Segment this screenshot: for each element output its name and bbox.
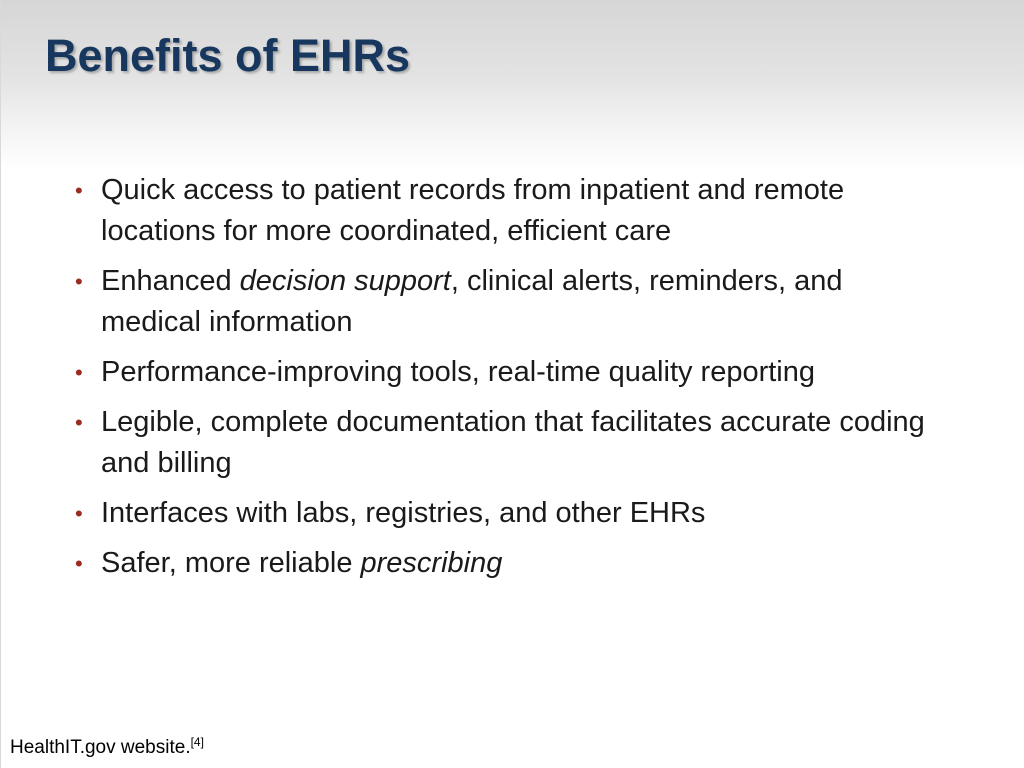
citation-text: HealthIT.gov website. xyxy=(10,737,191,758)
bullet-marker: • xyxy=(75,410,83,435)
slide-title: Benefits of EHRs xyxy=(45,30,411,81)
bullet-text: , clinical alerts, reminders, and medical information xyxy=(101,265,843,338)
bullet-list xyxy=(73,170,943,593)
bullet-text: Quick access to patient records from inpatient and remote locations for more coordinated, efficient care xyxy=(101,174,845,247)
bullet-text: Interfaces with labs, registries, and other EHRs xyxy=(101,497,706,529)
bullet-item xyxy=(73,493,943,534)
title-band xyxy=(1,0,1024,170)
citation xyxy=(10,737,204,759)
bullet-marker: • xyxy=(75,269,83,294)
bullet-marker: • xyxy=(75,501,83,526)
bullet-item xyxy=(73,170,943,252)
bullet-item xyxy=(73,543,943,584)
bullet-item xyxy=(73,402,943,484)
bullet-marker: • xyxy=(75,551,83,576)
emphasis-text: decision support xyxy=(239,265,451,297)
citation-reference: [4] xyxy=(190,735,204,749)
bullet-marker: • xyxy=(75,178,83,203)
emphasis-text: prescribing xyxy=(360,547,503,579)
bullet-marker: • xyxy=(75,360,83,385)
bullet-text: Legible, complete documentation that facilitates accurate coding and billing xyxy=(101,406,925,479)
bullet-text: Safer, more reliable xyxy=(101,547,361,579)
bullet-item xyxy=(73,261,943,343)
bullet-text: Enhanced xyxy=(101,265,240,297)
bullet-item xyxy=(73,352,943,393)
bullet-text: Performance-improving tools, real-time quality reporting xyxy=(101,356,816,388)
